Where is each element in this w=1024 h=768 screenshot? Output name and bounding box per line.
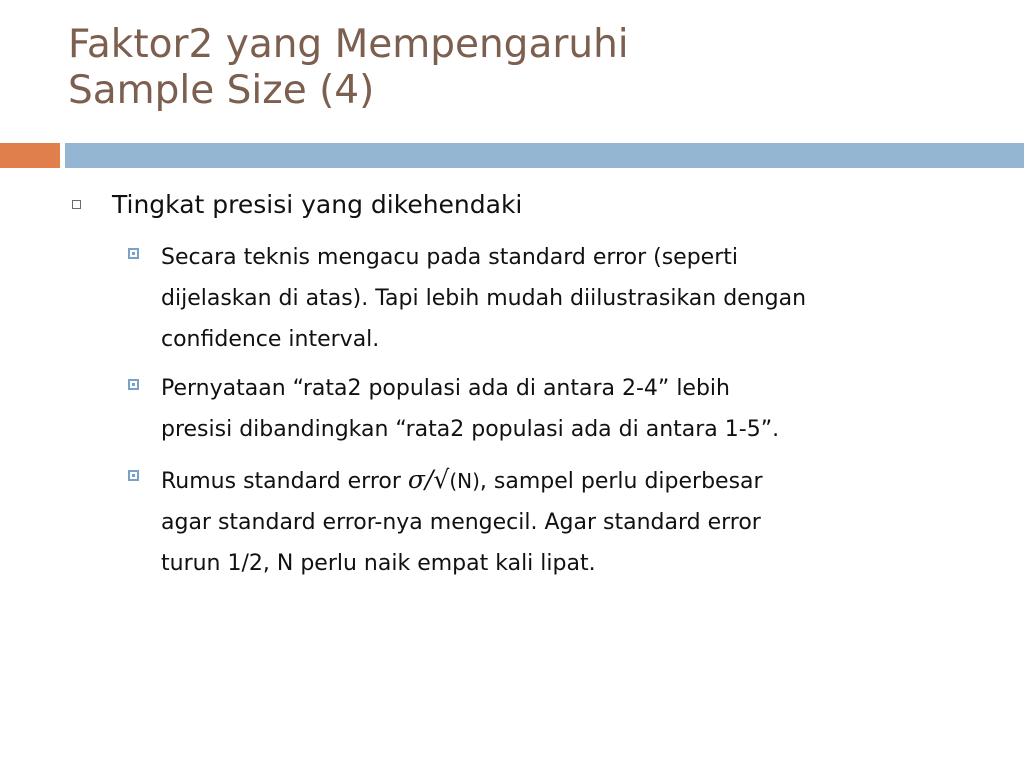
- square-bullet-icon: [128, 379, 139, 390]
- square-bullet-icon: [128, 470, 139, 481]
- formula-argument: (N): [449, 469, 480, 493]
- bullet-text-line: Pernyataan “rata2 populasi ada di antara 2-4” lebih: [161, 376, 730, 401]
- formula-prefix: Rumus standard error: [161, 469, 408, 494]
- bullet-text-line: turun 1/2, N perlu naik empat kali lipat.: [161, 551, 596, 576]
- slide-title-line-1: Faktor2 yang Mempengaruhi: [68, 22, 629, 67]
- bullet-level2-3-text: [161, 459, 961, 584]
- bullet-level2-2-text: [161, 368, 961, 450]
- square-bullet-icon: [128, 248, 139, 259]
- formula-suffix: , sampel perlu diperbesar: [479, 469, 763, 494]
- bullet-text-line: confidence interval.: [161, 327, 380, 352]
- bullet-text-line: agar standard error-nya mengecil. Agar standard error: [161, 510, 761, 535]
- bullet-text-line: Secara teknis mengacu pada standard error (seperti: [161, 245, 738, 270]
- standard-error-formula: σ/√: [407, 465, 450, 494]
- hollow-square-icon: [72, 200, 81, 209]
- bullet-level1-text: Tingkat presisi yang dikehendaki: [112, 190, 523, 219]
- bullet-text-line: [161, 459, 961, 502]
- bullet-text-line: presisi dibandingkan “rata2 populasi ada di antara 1-5”.: [161, 417, 780, 442]
- bullet-level2-1-text: [161, 237, 961, 360]
- bullet-text-line: dijelaskan di atas). Tapi lebih mudah diilustrasikan dengan: [161, 286, 807, 311]
- slide-title-line-2: Sample Size (4): [68, 68, 375, 113]
